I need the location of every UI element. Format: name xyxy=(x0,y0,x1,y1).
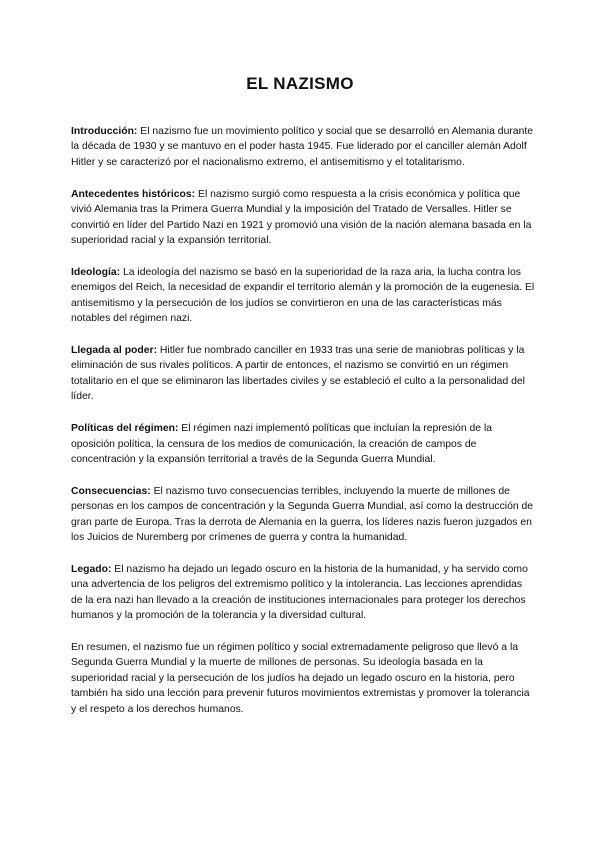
section-text: La ideología del nazismo se basó en la superioridad de la raza aria, la lucha contra los enemigos del Reich, la necesidad de expandir el territorio alemán y la promoción de la eugenesia. El antisemitismo y la persecución de los judíos se convirtieron en una de las características más notables del régimen nazi. xyxy=(71,266,535,325)
section-text: El régimen nazi implementó políticas que incluían la represión de la oposición política, la censura de los medios de comunicación, la creación de campos de concentración y la expansión territorial a través de la Segunda Guerra Mundial. xyxy=(71,423,493,465)
section-label: Llegada al poder: xyxy=(71,344,158,356)
section-label: Políticas del régimen: xyxy=(71,423,179,435)
section-label: Introducción: xyxy=(71,126,138,137)
section-antecedentes xyxy=(71,187,536,249)
section-label: Consecuencias: xyxy=(71,485,151,497)
section-text: Hitler fue nombrado canciller en 1933 tras una serie de maniobras políticas y la eliminación de sus rivales políticos. A partir de entonces, el nazismo se convirtió en un régimen totalitario en el que se eliminaron las libertades civiles y se estableció el culto a la personalidad del líder. xyxy=(71,344,525,403)
section-politicas xyxy=(71,421,536,467)
section-text: El nazismo ha dejado un legado oscuro en la historia de la humanidad, y ha servido como una advertencia de los peligros del extremismo político y la intolerancia. Las lecciones aprendidas de la era nazi han llevado a la creación de instituciones internacionales para proteger los derechos humanos y la promoción de la tolerancia y la diversidad cultural. xyxy=(71,563,528,622)
document-body xyxy=(71,124,536,734)
section-label: Legado: xyxy=(71,563,112,575)
section-text: El nazismo surgió como respuesta a la crisis económica y política que vivió Alemania tras la Primera Guerra Mundial y la imposición del Tratado de Versalles. Hitler se convirtió en líder del Partido Nazi en 1921 y promovió una visión de la nación alemana basada en la superioridad racial y la expansión territorial. xyxy=(71,188,532,246)
document-title: EL NAZISMO xyxy=(246,74,354,93)
section-label: Antecedentes históricos: xyxy=(71,188,196,200)
section-ideologia xyxy=(71,265,536,327)
section-introduccion xyxy=(71,124,536,170)
section-text: El nazismo tuvo consecuencias terribles, incluyendo la muerte de millones de personas en los campos de concentración y la Segunda Guerra Mundial, así como la destrucción de gran parte de Europa. Tras la derrota de Alemania en la guerra, los líderes nazis fueron juzgados en los Juicios de Nuremberg por crímenes de guerra y contra la humanidad. xyxy=(71,485,534,544)
section-llegada-al-poder xyxy=(71,343,536,405)
section-consecuencias xyxy=(71,484,536,546)
section-text: El nazismo fue un movimiento político y social que se desarrolló en Alemania durante la década de 1930 y se mantuvo en el poder hasta 1945. Fue liderado por el canciller alemán Adolf Hitler y se caracterizó por el nacionalismo extremo, el antisemitismo y el totalitarismo. xyxy=(71,126,534,168)
conclusion-paragraph: En resumen, el nazismo fue un régimen político y social extremadamente peligroso que llevó a la Segunda Guerra Mundial y la muerte de millones de personas. Su ideología basada en la superioridad racial y la persecución de los judíos ha dejado un legado oscuro en la historia, pero también ha sido una lección para prevenir futuros movimientos extremistas y promover la tolerancia y el respeto a los derechos humanos. xyxy=(71,642,530,715)
section-label: Ideología: xyxy=(71,266,121,278)
section-legado xyxy=(71,562,536,624)
